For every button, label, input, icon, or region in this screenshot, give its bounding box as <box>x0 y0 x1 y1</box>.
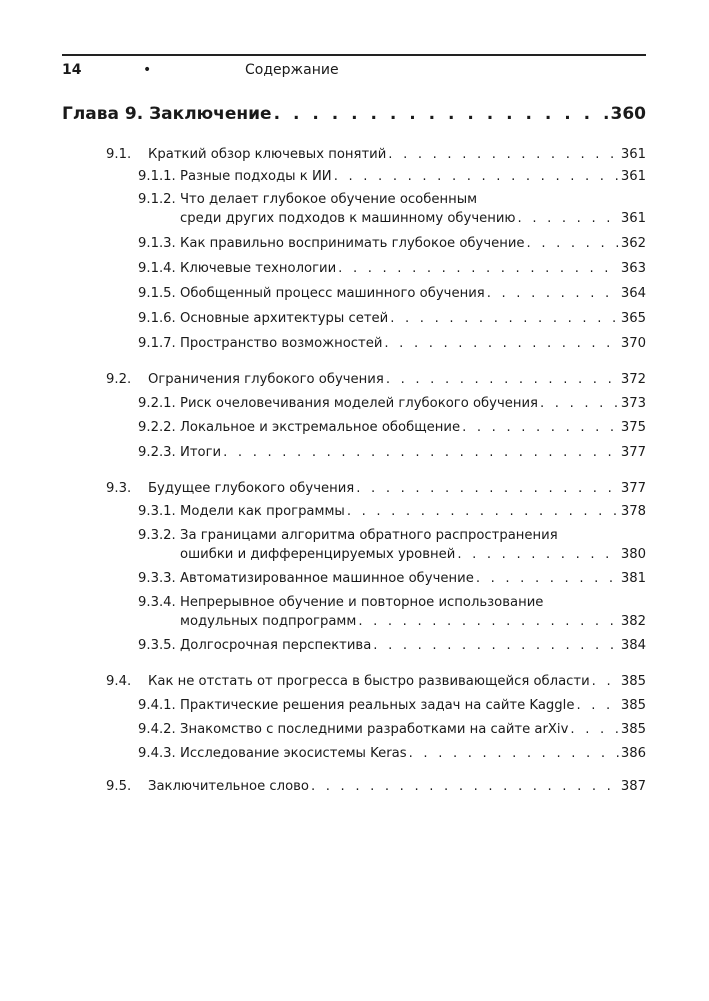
entry-number: 9.4. <box>106 674 132 689</box>
dot-leader <box>390 309 619 328</box>
entry-title: За границами алгоритма обратного распространения <box>180 528 558 543</box>
entry-title: Локальное и экстремальное обобщение <box>180 420 461 435</box>
entry-page: 372 <box>620 372 646 387</box>
dot-leader <box>592 672 619 691</box>
dot-leader <box>476 569 619 588</box>
dot-leader <box>358 612 619 631</box>
dot-leader <box>570 720 618 739</box>
entry-page: 375 <box>620 420 646 435</box>
entry-title: среди других подходов к машинному обучению <box>180 211 516 226</box>
entry-number: 9.3.2. <box>138 528 176 543</box>
chapter-title: Глава 9. Заключение <box>62 104 272 124</box>
entry-page: 384 <box>620 638 646 653</box>
entry-title: Разные подходы к ИИ <box>180 169 332 184</box>
entry-title: Краткий обзор ключевых понятий <box>148 147 387 162</box>
entry-number: 9.4.3. <box>138 746 176 761</box>
entry-number: 9.1.7. <box>138 336 176 351</box>
entry-number: 9.1.5. <box>138 286 176 301</box>
entry-page: 380 <box>620 547 646 562</box>
entry-number: 9.3. <box>106 481 132 496</box>
dot-leader <box>274 104 609 124</box>
dot-leader <box>527 234 619 253</box>
dot-leader <box>311 777 619 796</box>
entry-title: Модели как программы <box>180 504 345 519</box>
entry-page: 361 <box>620 147 646 162</box>
dot-leader <box>409 744 619 763</box>
entry-number: 9.1.4. <box>138 261 176 276</box>
dot-leader <box>347 502 619 521</box>
entry-title: Заключительное слово <box>148 779 309 794</box>
dot-leader <box>388 145 619 164</box>
header-rule <box>62 54 646 56</box>
entry-page: 382 <box>620 614 646 629</box>
entry-title: Как правильно воспринимать глубокое обучение <box>180 236 525 251</box>
dot-leader <box>576 696 618 715</box>
dot-leader <box>384 334 618 353</box>
dot-leader <box>386 370 619 389</box>
entry-title: Обобщенный процесс машинного обучения <box>180 286 485 301</box>
entry-page: 387 <box>620 779 646 794</box>
entry-title: Практические решения реальных задач на сайте Kaggle <box>180 698 575 713</box>
page-number: 14 <box>62 62 82 78</box>
entry-title: Пространство возможностей <box>180 336 383 351</box>
dot-leader <box>334 167 619 186</box>
entry-title: Итоги <box>180 445 222 460</box>
entry-page: 381 <box>620 571 646 586</box>
dot-leader <box>487 284 619 303</box>
entry-title: Что делает глубокое обучение особенным <box>180 192 478 207</box>
entry-number: 9.1.6. <box>138 311 176 326</box>
entry-number: 9.2. <box>106 372 132 387</box>
entry-page: 363 <box>620 261 646 276</box>
entry-page: 370 <box>620 336 646 351</box>
entry-page: 385 <box>620 674 646 689</box>
entry-page: 361 <box>620 211 646 226</box>
dot-leader <box>462 418 619 437</box>
entry-number: 9.1.3. <box>138 236 176 251</box>
entry-title: Знакомство с последними разработками на сайте arXiv <box>180 722 569 737</box>
running-title: Содержание <box>245 62 339 78</box>
entry-page: 385 <box>620 698 646 713</box>
entry-number: 9.2.1. <box>138 396 176 411</box>
entry-page: 385 <box>620 722 646 737</box>
entry-number: 9.2.3. <box>138 445 176 460</box>
entry-number: 9.5. <box>106 779 132 794</box>
entry-title: Риск очеловечивания моделей глубокого обучения <box>180 396 538 411</box>
entry-title: Автоматизированное машинное обучение <box>180 571 474 586</box>
dot-leader <box>338 259 619 278</box>
dot-leader <box>356 479 619 498</box>
dot-leader <box>223 443 619 462</box>
entry-page: 373 <box>620 396 646 411</box>
dot-leader <box>457 545 619 564</box>
chapter-page: 360 <box>610 104 646 124</box>
entry-title: Долгосрочная перспектива <box>180 638 372 653</box>
chapter-entry[interactable] <box>62 104 646 124</box>
entry-number: 9.2.2. <box>138 420 176 435</box>
entry-number: 9.4.1. <box>138 698 176 713</box>
entry-page: 377 <box>620 445 646 460</box>
entry-number: 9.3.4. <box>138 595 176 610</box>
entry-page: 361 <box>620 169 646 184</box>
entry-page: 386 <box>620 746 646 761</box>
entry-page: 362 <box>620 236 646 251</box>
entry-title: Ключевые технологии <box>180 261 337 276</box>
header-bullet: • <box>143 62 152 78</box>
entry-number: 9.1.2. <box>138 192 176 207</box>
entry-number: 9.3.1. <box>138 504 176 519</box>
entry-page: 378 <box>620 504 646 519</box>
entry-page: 365 <box>620 311 646 326</box>
entry-title: Основные архитектуры сетей <box>180 311 389 326</box>
entry-title: Исследование экосистемы Keras <box>180 746 407 761</box>
entry-title: Непрерывное обучение и повторное использование <box>180 595 544 610</box>
entry-title: Как не отстать от прогресса в быстро развивающейся области <box>148 674 590 689</box>
entry-number: 9.3.5. <box>138 638 176 653</box>
entry-title: ошибки и дифференцируемых уровней <box>180 547 456 562</box>
entry-title: Ограничения глубокого обучения <box>148 372 384 387</box>
dot-leader <box>540 394 619 413</box>
entry-page: 377 <box>620 481 646 496</box>
entry-title: Будущее глубокого обучения <box>148 481 355 496</box>
entry-number: 9.1.1. <box>138 169 176 184</box>
dot-leader <box>373 636 619 655</box>
entry-number: 9.1. <box>106 147 132 162</box>
entry-page: 364 <box>620 286 646 301</box>
entry-number: 9.4.2. <box>138 722 176 737</box>
entry-title: модульных подпрограмм <box>180 614 357 629</box>
dot-leader <box>518 209 619 228</box>
entry-number: 9.3.3. <box>138 571 176 586</box>
